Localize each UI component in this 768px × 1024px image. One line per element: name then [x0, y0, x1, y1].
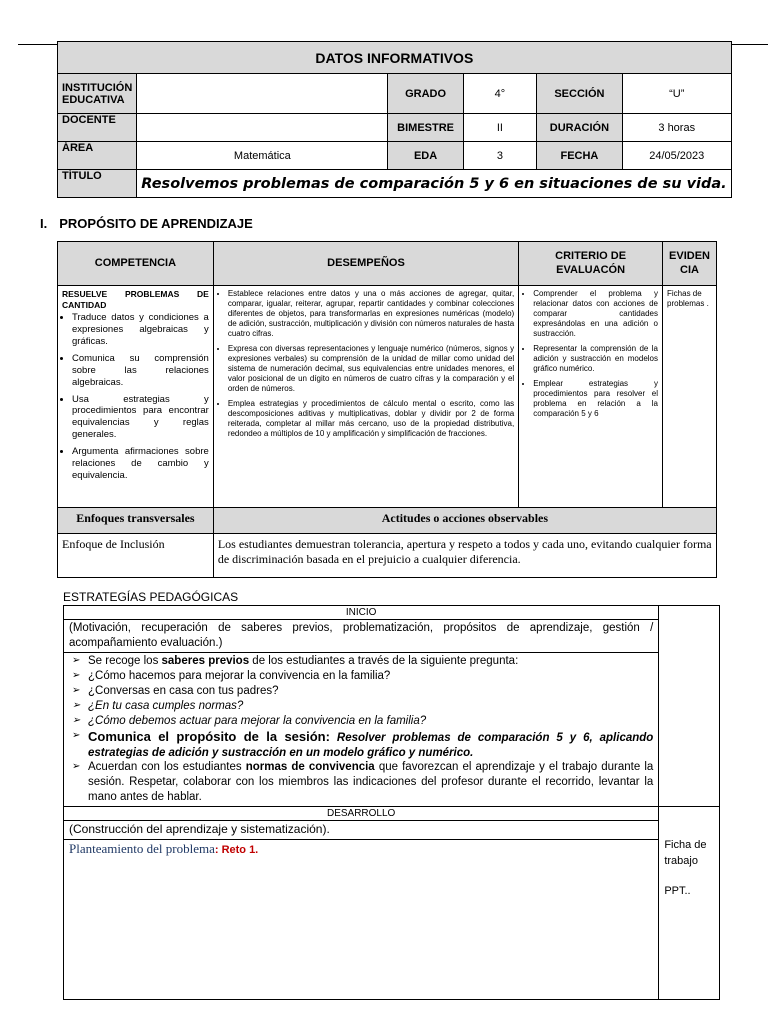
reto-label: : Reto 1.	[214, 843, 259, 856]
section-number: I.	[40, 216, 48, 231]
institucion-value	[137, 74, 388, 114]
fecha-label: FECHA	[537, 142, 623, 170]
grado-label: GRADO	[388, 74, 463, 114]
enfoque-text: Los estudiantes demuestran tolerancia, apertura y respeto a todos y cada uno, evitando cualquier forma de discriminación basada en el prejuicio a cualquier diferencia.	[213, 534, 716, 578]
proposito-heading	[40, 216, 253, 231]
duracion-label: DURACIÓN	[537, 114, 623, 142]
desempenos-list	[218, 289, 514, 439]
side-cell-inicio	[659, 606, 720, 807]
competencia-list	[62, 312, 209, 481]
titulo-label: TÍTULO	[58, 170, 137, 198]
inicio-content	[64, 652, 659, 806]
acuerdan-bold: normas de convivencia	[245, 761, 375, 774]
side-cell-desarrollo	[659, 807, 720, 1000]
estrategias-table	[63, 605, 720, 1000]
list-item: • Comunica su comprensión sobre las relaciones algebraicas.	[72, 353, 209, 389]
list-item	[69, 760, 653, 805]
list-item: • Usa estrategias y procedimientos para encontrar equivalencias y reglas generales.	[72, 394, 209, 442]
area-label: ÁREA	[58, 142, 137, 170]
estrategias-label: ESTRATEGÍAS PEDAGÓGICAS	[63, 590, 239, 604]
actitudes-header: Actitudes o acciones observables	[213, 508, 716, 534]
header-desempenos: DESEMPEÑOS	[213, 242, 518, 286]
section-title: PROPÓSITO DE APRENDIZAJE	[59, 216, 253, 231]
area-value: Matemática	[137, 142, 388, 170]
inicio-intro: (Motivación, recuperación de saberes previos, problematización, propósitos de aprendizaje, gestión / acompañamiento evaluación.)	[64, 620, 659, 653]
desempenos-cell	[213, 286, 518, 508]
list-item: ➢ ¿En tu casa cumples normas?	[69, 699, 653, 714]
list-item: • Traduce datos y condiciones a expresiones algebraicas y gráficas.	[72, 312, 209, 348]
evidencia-cell: Fichas de problemas .	[663, 286, 717, 508]
competencia-title: RESUELVE PROBLEMAS DE CANTIDAD	[62, 289, 209, 310]
fecha-value: 24/05/2023	[622, 142, 731, 170]
eda-label: EDA	[388, 142, 463, 170]
list-item: • Establece relaciones entre datos y una o más acciones de agregar, quitar, comparar, igualar, reiterar, agrupar, repartir cantidades y combinar colecciones diferentes de objetos, para transformarlas en expresiones numéricas (modelo) de adición, sustracción, multiplicación y división con números naturales de hasta cuatro cifras.	[228, 289, 514, 339]
criterio-list	[523, 289, 658, 419]
saberes-pre: Se recoge los	[88, 654, 162, 667]
list-item	[69, 729, 653, 761]
saberes-post: de los estudiantes a través de la siguiente pregunta:	[249, 654, 519, 667]
side-ficha: Ficha de trabajo	[664, 839, 707, 868]
titulo-value: Resolvemos problemas de comparación 5 y 6 en situaciones de su vida.	[137, 170, 731, 198]
list-item: • Expresa con diversas representaciones y lenguaje numérico (números, signos y expresiones verbales) su comprensión de la unidad de millar como unidad del sistema de numeración decimal, sus equivalencias entre unidades menores, el valor posicional de un dígito en números de cuatro cifras y la comparación y el orden de números.	[228, 344, 514, 394]
header-competencia: COMPETENCIA	[58, 242, 214, 286]
list-item: • Representar la comprensión de la adición y sustracción en modelos gráfico numérico.	[533, 344, 658, 374]
list-item: ➢ ¿Conversas en casa con tus padres?	[69, 684, 653, 699]
acuerdan-pre: Acuerdan con los estudiantes	[88, 761, 246, 774]
enfoques-header: Enfoques transversales	[58, 508, 214, 534]
list-item: • Emplea estrategias y procedimientos de cálculo mental o escrito, como las descomposiciones aditivas y multiplicativas, doblar y dividir por 2 de forma reiterada, completar al millar más cercano, uso de la propiedad distributiva, redondeo a múltiplos de 10 y amplificación y simplificación de fracciones.	[228, 399, 514, 439]
acuerdan-post: que favorezcan el aprendizaje y el trabajo durante la sesión. Respetar, colaborar con los miembros las indicaciones del profesor durante el recorrido, levantar la mano antes de hablar.	[88, 761, 654, 804]
inicio-list	[69, 654, 653, 805]
header-criterio: CRITERIO DE EVALUACÓN	[519, 242, 663, 286]
inicio-header: INICIO	[64, 606, 659, 620]
desarrollo-intro: (Construcción del aprendizaje y sistematización).	[64, 821, 659, 840]
duracion-value: 3 horas	[622, 114, 731, 142]
list-item: ➢ ¿Cómo hacemos para mejorar la convivencia en la familia?	[69, 669, 653, 684]
list-item: ➢ ¿Cómo debemos actuar para mejorar la convivencia en la familia?	[69, 714, 653, 729]
docente-value	[137, 114, 388, 142]
enfoque-name: Enfoque de Inclusión	[58, 534, 214, 578]
list-item: • Argumenta afirmaciones sobre relaciones de cambio y equivalencia.	[72, 446, 209, 482]
bimestre-value: II	[463, 114, 536, 142]
proposito-table	[57, 241, 717, 578]
competencia-cell	[58, 286, 214, 508]
eda-value: 3	[463, 142, 536, 170]
datos-informativos-table	[57, 41, 732, 198]
comunica-text: Resolver problemas de comparación 5 y 6, aplicando estrategias de adición y sustracción en un modelo gráfico y numérico.	[88, 731, 654, 759]
list-item: • Comprender el problema y relacionar datos con acciones de comparar cantidades expresándolas en una adición o sustracción.	[533, 289, 658, 339]
docente-label: DOCENTE	[58, 114, 137, 142]
desarrollo-header: DESARROLLO	[64, 807, 659, 821]
saberes-bold: saberes previos	[161, 654, 250, 667]
seccion-value: “U”	[622, 74, 731, 114]
side-ppt: PPT..	[664, 885, 691, 898]
seccion-label: SECCIÓN	[537, 74, 623, 114]
header-evidencia: EVIDEN CIA	[663, 242, 717, 286]
grado-value: 4°	[463, 74, 536, 114]
planteamiento-label: Planteamiento del problema	[69, 840, 215, 856]
list-item	[69, 654, 653, 669]
criterio-cell	[519, 286, 663, 508]
planteamiento-cell	[64, 839, 659, 999]
list-item: • Emplear estrategias y procedimientos para resolver el problema en relación a la comparación 5 y 6	[533, 379, 658, 419]
datos-title: DATOS INFORMATIVOS	[58, 42, 732, 74]
bimestre-label: BIMESTRE	[388, 114, 463, 142]
comunica-label: Comunica el propósito de la sesión:	[88, 728, 330, 744]
institucion-label: INSTITUCIÓN EDUCATIVA	[58, 74, 137, 114]
